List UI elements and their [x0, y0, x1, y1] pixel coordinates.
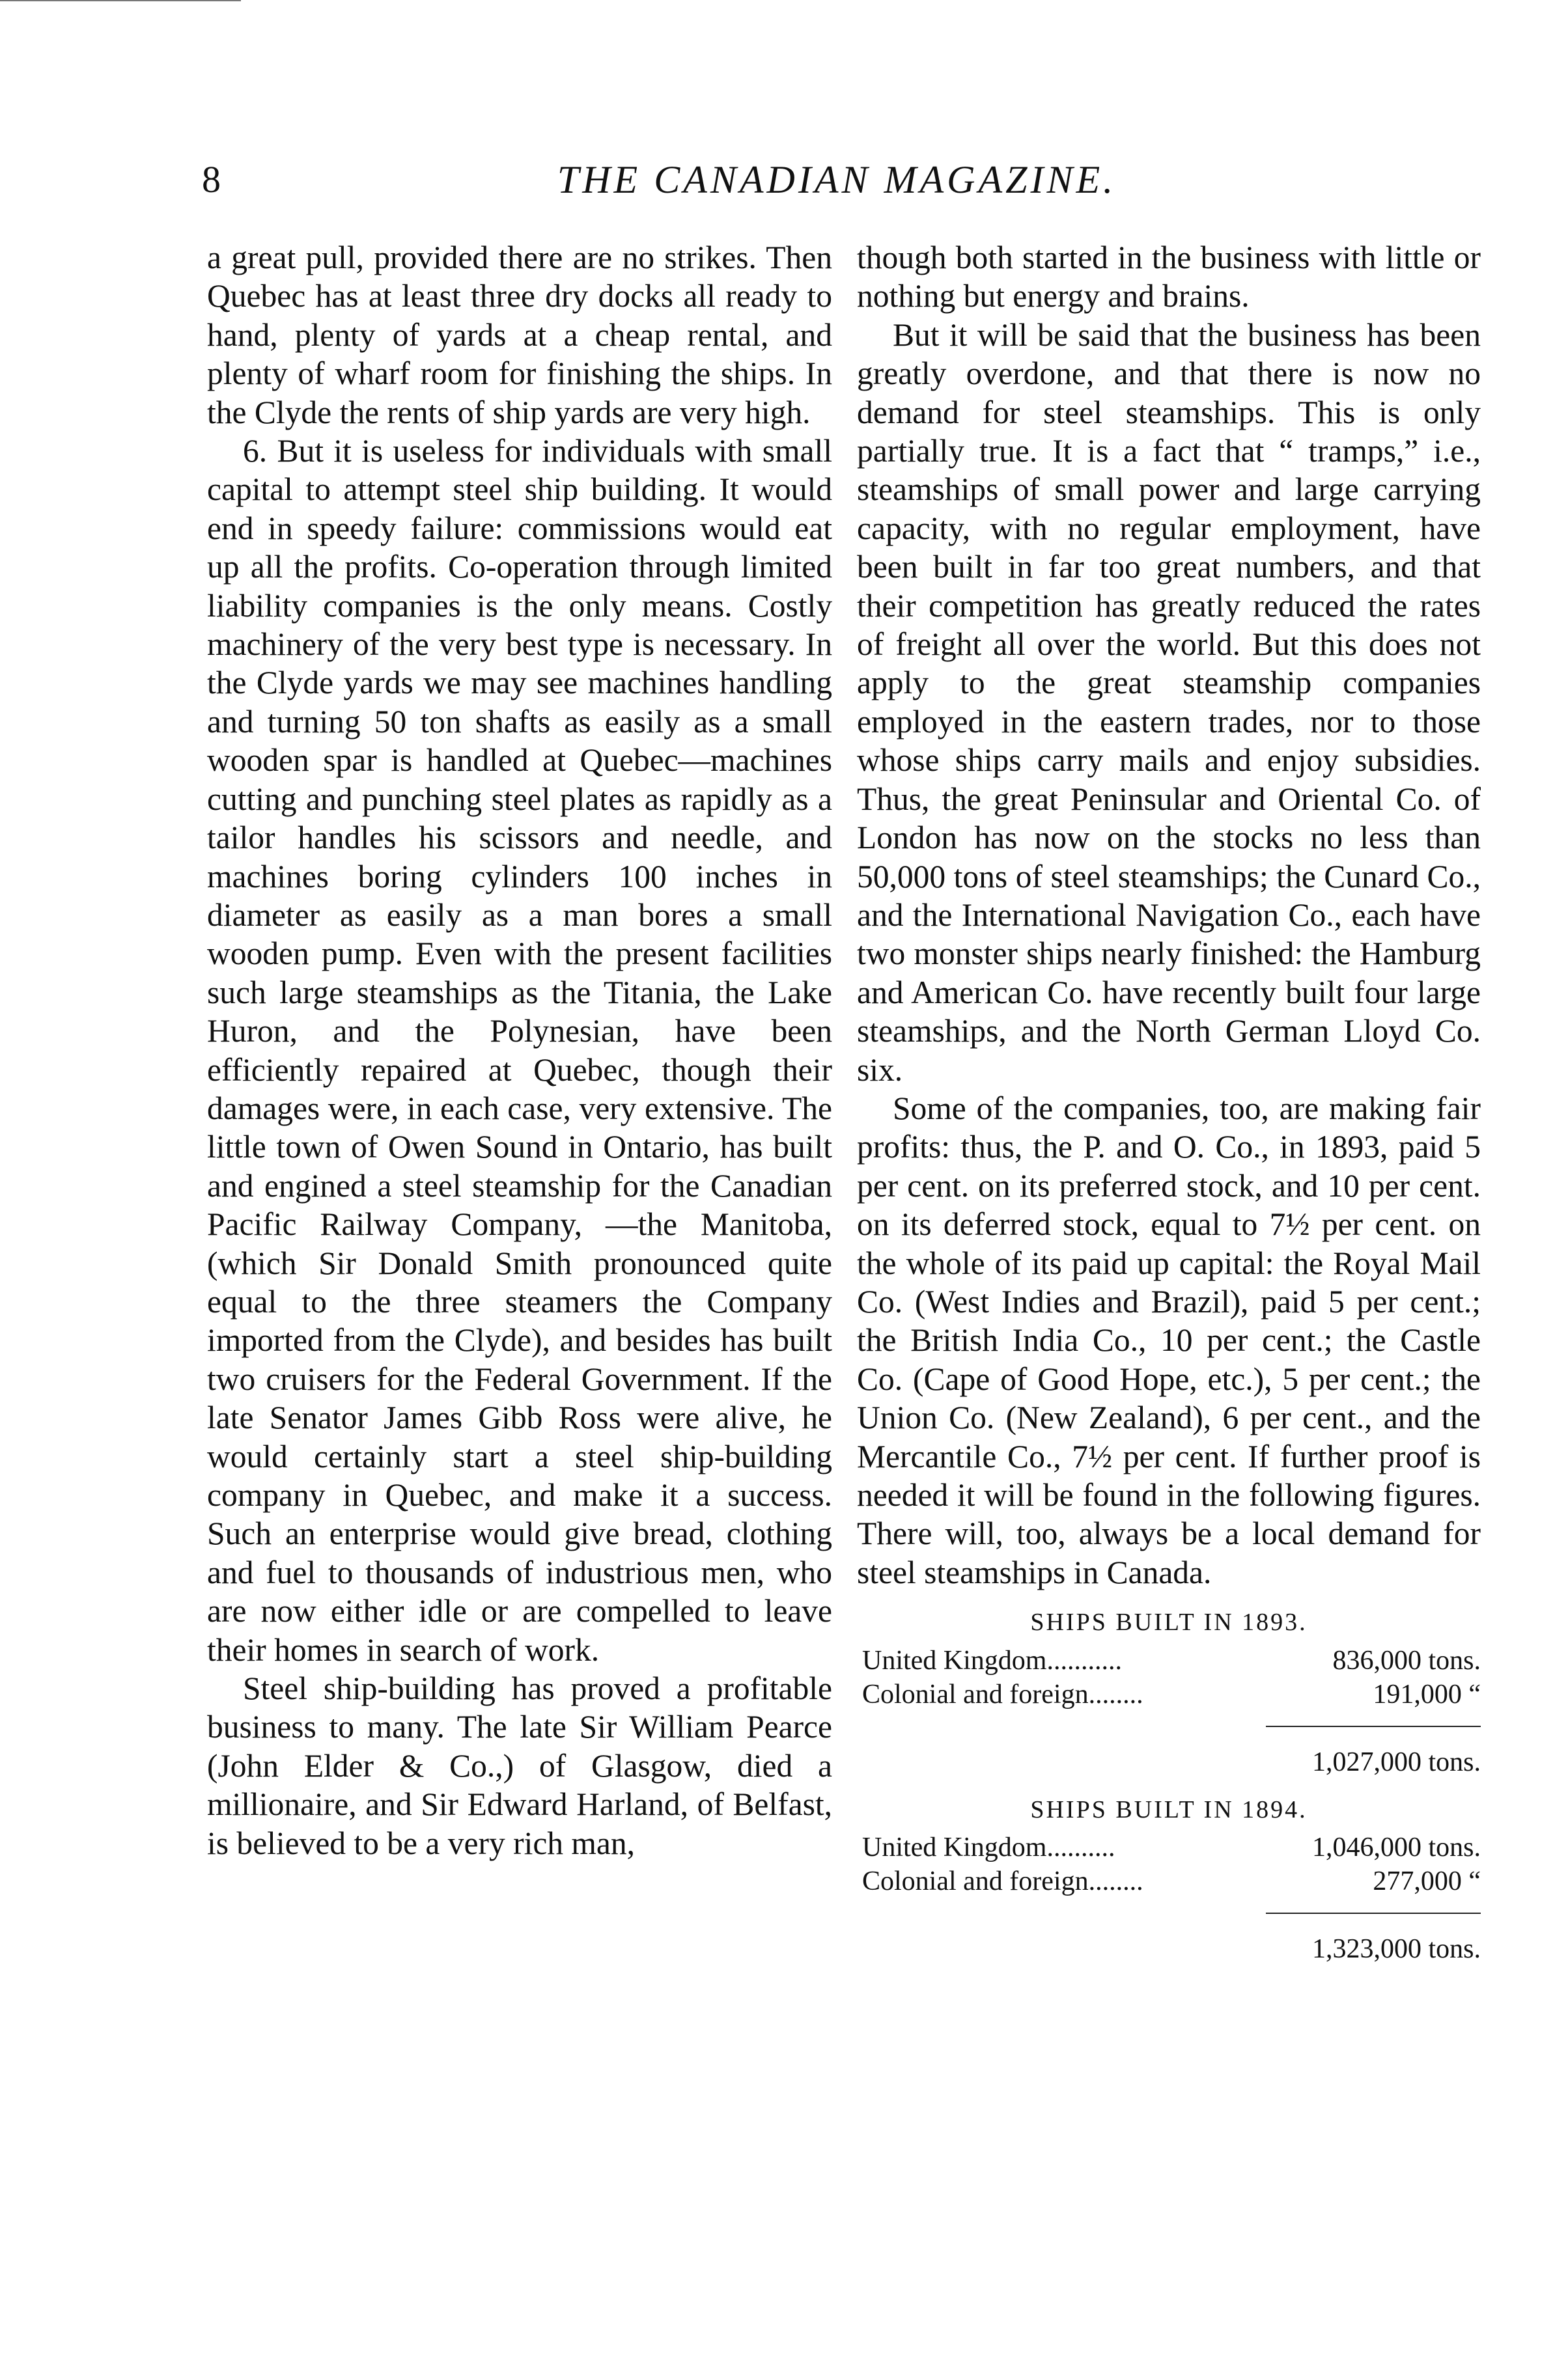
paragraph: But it will be said that the business has been greatly overdone, and that there is now no demand for steel steamships. This is only partially true. It is a fact that “ tramps,” i.e., steamships of small power and large carrying capacity, with no regular employment, have been built in far too great numbers, and that their competition has greatly reduced the rates of freight all over the world. But this does not apply to the great steamship companies employed in the eastern trades, nor to those whose ships carry mails and enjoy subsidies. Thus, the great Peninsular and Oriental Co. of London has now on the stocks no less than 50,000 tons of steel steamships; the Cunard Co., and the International Navigation Co., each have two monster ships nearly finished: the Hamburg and American Co. have recently built four large steamships, and the North German Lloyd Co. six.: [857, 316, 1481, 1088]
table-row: [857, 1864, 1481, 1898]
row-label: United Kingdom..........: [862, 1833, 1115, 1863]
table-total: 1,323,000 tons.: [1266, 1913, 1481, 1966]
row-value: 191,000 “: [1373, 1679, 1481, 1709]
row-value: 1,046,000 tons.: [1311, 1833, 1481, 1863]
row-label: Colonial and foreign........: [862, 1679, 1143, 1709]
row-value: 277,000 “: [1373, 1866, 1481, 1897]
paragraph: Some of the companies, too, are making fair profits: thus, the P. and O. Co., in 1893, paid 5 per cent. on its preferred stock, and 10 per cent. on its deferred stock, equal to 7½ per cent. on the whole of its paid up capital: the Royal Mail Co. (West Indies and Brazil), paid 5 per cent.; the British India Co., 10 per cent.; the Castle Co. (Cape of Good Hope, etc.), 5 per cent.; the Union Co. (New Zealand), 6 per cent., and the Mercantile Co., 7½ per cent. If further proof is needed it will be found in the following figures. There will, too, always be a local demand for steel steamships in Canada.: [857, 1090, 1481, 1590]
paragraph: 6. But it is useless for individuals with small capital to attempt steel ship building. It would end in speedy failure: commissions would eat up all the profits. Co-operation through limited liability companies is the only means. Costly machinery of the very best type is necessary. In the Clyde yards we may see machines handling and turning 50 ton shafts as easily as a small wooden spar is handled at Quebec—machines cutting and punching steel plates as rapidly as a tailor handles his scissors and needle, and machines boring cylinders 100 inches in diameter as easily as a man bores a small wooden pump. Even with the present facilities such large steamships as the Titania, the Lake Huron, and the Polynesian, have been efficiently repaired at Quebec, though their damages were, in each case, very extensive. The little town of Owen Sound in Ontario, has built and engined a steel steamship for the Canadian Pacific Railway Company, —the Manitoba, (which Sir Donald Smith pronounced quite equal to the three steamers the Company imported from the Clyde), and besides has built two cruisers for the Federal Government. If the late Senator James Gibb Ross were alive, he would certainly start a steel ship-building company in Quebec, and make it a success. Such an enterprise would give bread, clothing and fuel to thousands of industrious men, who are now either idle or are compelled to leave their homes in search of work.: [207, 433, 832, 1668]
paragraph: though both started in the business with little or nothing but energy and brains.: [857, 240, 1481, 314]
table-row: [857, 1678, 1481, 1711]
table-title: SHIPS BUILT IN 1893.: [1030, 1609, 1308, 1637]
left-column: [207, 238, 832, 1862]
paragraph: Steel ship-building has proved a profitable business to many. The late Sir William Pearce (John Elder & Co.,) of Glasgow, died a millionaire, and Sir Edward Harland, of Belfast, is believed to be a very rich man,: [207, 1670, 832, 1861]
running-title: THE CANADIAN MAGAZINE.: [557, 158, 1117, 201]
row-label: Colonial and foreign........: [862, 1866, 1143, 1897]
page-number: 8: [202, 158, 221, 201]
paragraph: a great pull, provided there are no strikes. Then Quebec has at least three dry docks all ready to hand, plenty of yards at a cheap rental, and plenty of wharf room for finishing the ships. In the Clyde the rents of ship yards are very high.: [207, 240, 832, 430]
row-label: United Kingdom...........: [862, 1645, 1122, 1676]
ships-built-1893-table: [857, 1603, 1481, 1778]
ships-built-1894-table: [857, 1791, 1481, 1966]
table-row: [857, 1644, 1481, 1678]
page-header: [189, 158, 1485, 210]
table-total: 1,027,000 tons.: [1266, 1726, 1481, 1779]
table-title: SHIPS BUILT IN 1894.: [1030, 1795, 1308, 1823]
row-value: 836,000 tons.: [1332, 1645, 1481, 1676]
top-rule: [0, 0, 241, 1]
table-row: [857, 1831, 1481, 1864]
right-column: [857, 238, 1481, 1966]
